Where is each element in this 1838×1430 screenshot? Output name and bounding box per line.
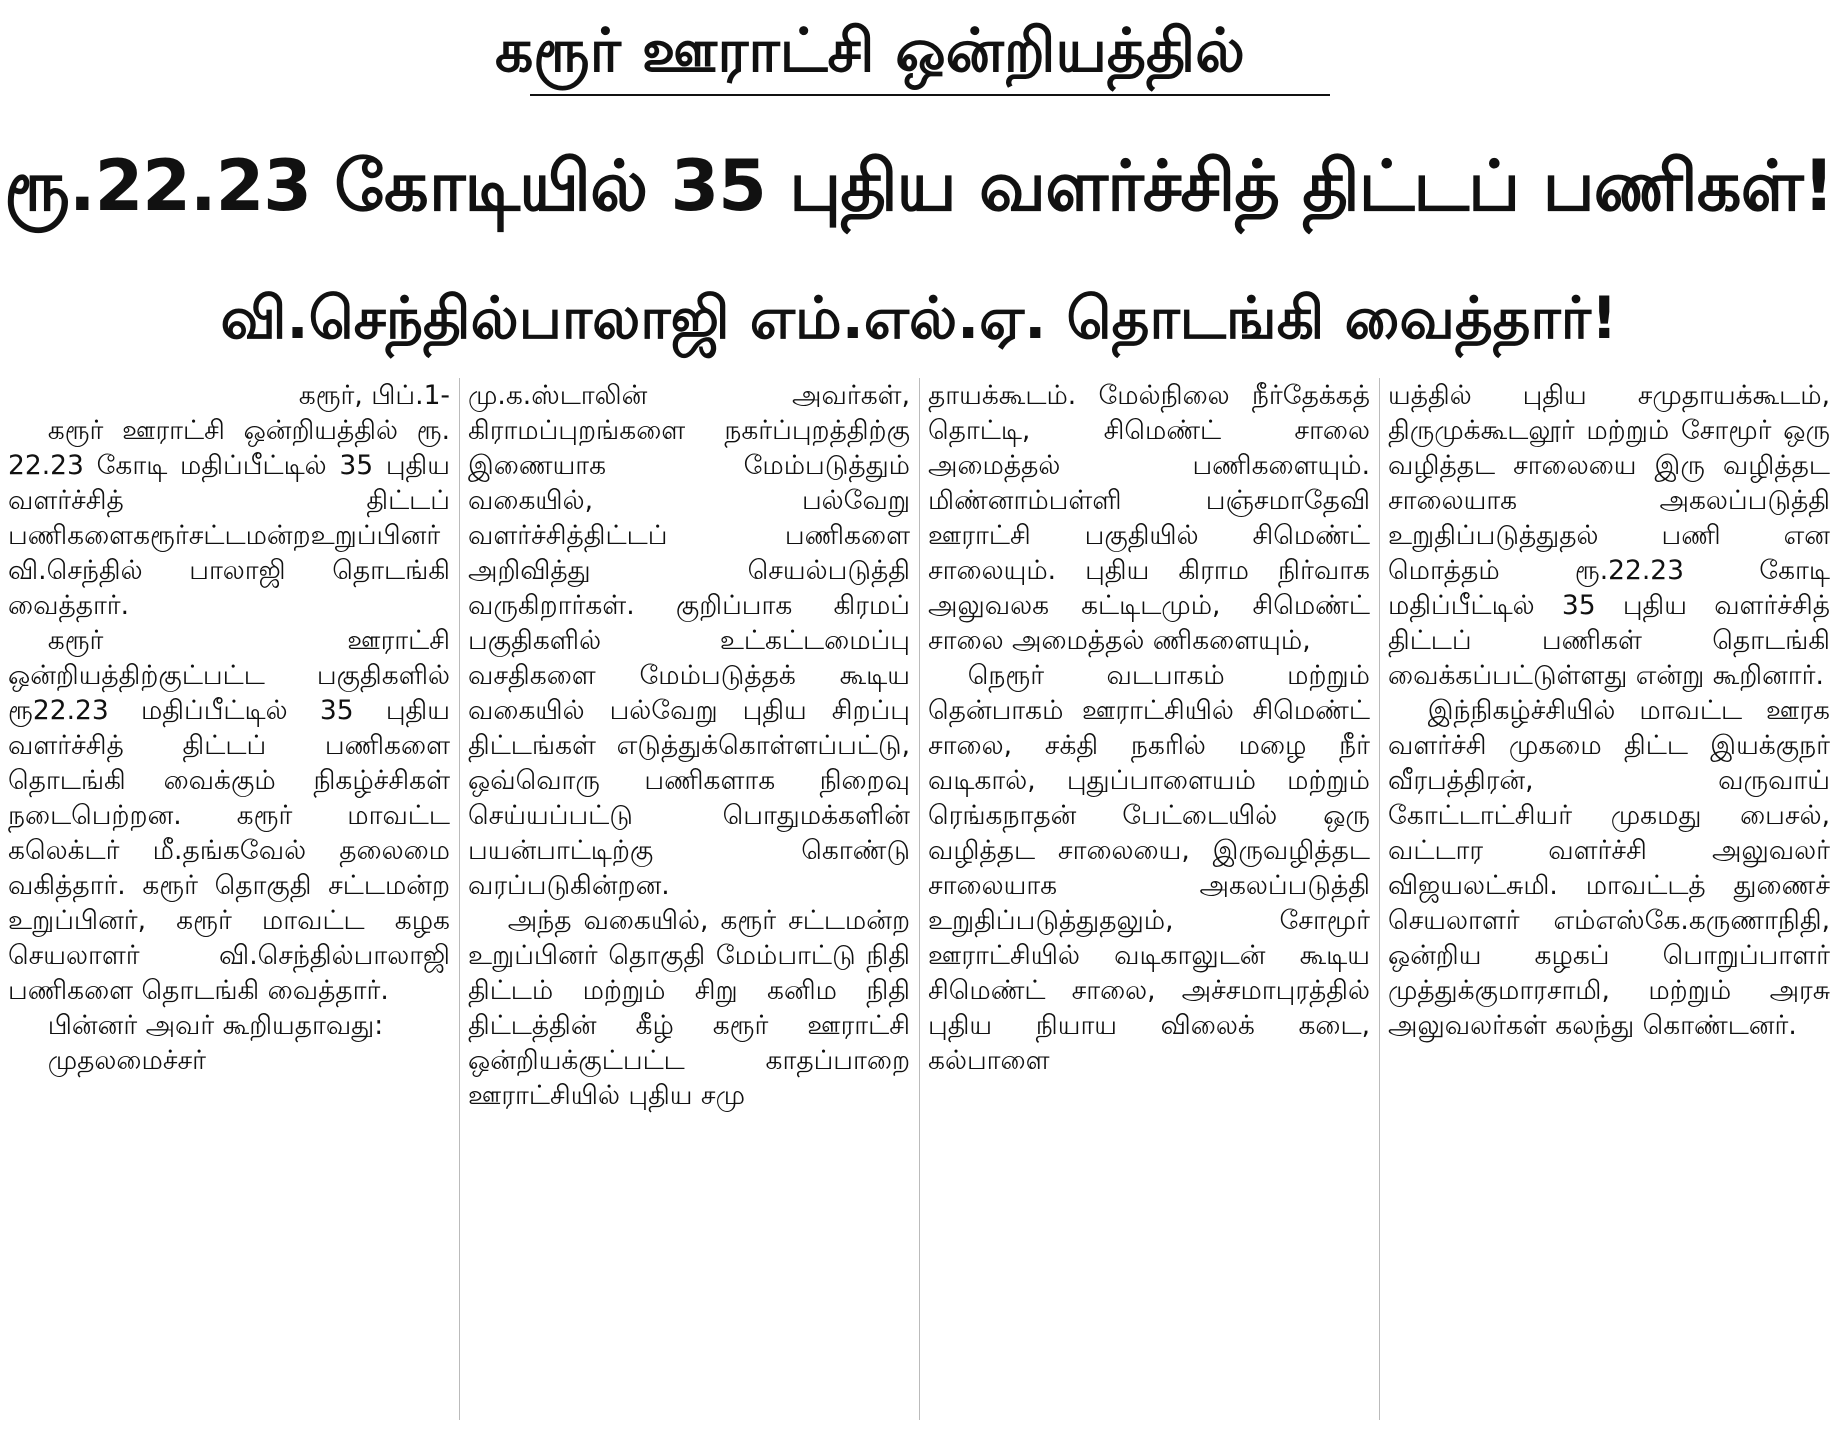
- dateline: கரூர், பிப்.1-: [298, 380, 450, 411]
- article-subheadline: வி.செந்தில்பாலாஜி எம்.எல்.ஏ. தொடங்கி வைத்தார்!: [220, 284, 1618, 352]
- paragraph: யத்தில் புதிய சமுதாயக்கூடம், திருமுக்கூடலூர் மற்றும் சோமூர் ஒரு வழித்தட சாலையை இரு வழித்தட சாலையாக அகலப்படுத்தி உறுதிப்படுத்துதல் பணி என மொத்தம் ரூ.22.23 கோடி மதிப்பீட்டில் 35 புதிய வளர்ச்சித் திட்டப் பணிகள் தொடங்கி வைக்கப்பட்டுள்ளது என்று கூறினார்.: [1388, 380, 1830, 691]
- article-headline: ரூ.22.23 கோடியில் 35 புதிய வளர்ச்சித் திட்டப் பணிகள்!: [4, 145, 1834, 227]
- paragraph: மு.க.ஸ்டாலின் அவர்கள், கிராமப்புறங்களை நகர்ப்புறத்திற்கு இணையாக மேம்படுத்தும் வகையில், பல்வேறு வளர்ச்சித்திட்டப் பணிகளை அறிவித்து செயல்படுத்தி வருகிறார்கள். குறிப்பாக கிரமப் பகுதிகளில் உட்கட்டமைப்பு வசதிகளை மேம்படுத்தக் கூடிய வகையில் பல்வேறு புதிய சிறப்பு திட்டங்கள் எடுத்துக்கொள்ளப்பட்டு, ஒவ்வொரு பணிகளாக நிறைவு செய்யப்பட்டு பொதுமக்களின் பயன்பாட்டிற்கு கொண்டு வரப்படுகின்றன.: [468, 380, 910, 901]
- kicker-underline: [530, 94, 1330, 96]
- paragraph: தாயக்கூடம். மேல்நிலை நீர்தேக்கத் தொட்டி, சிமெண்ட் சாலை அமைத்தல் பணிகளையும். மிண்னாம்பள்ளி பஞ்சமாதேவி ஊராட்சி பகுதியில் சிமெண்ட் சாலையும். புதிய கிராம நிர்வாக அலுவலக கட்டிடமும், சிமெண்ட் சாலை அமைத்தல் ணிகளையும்,: [928, 380, 1370, 656]
- column-divider: [1379, 378, 1380, 1420]
- paragraph: பின்னர் அவர் கூறியதாவது:: [47, 1010, 384, 1041]
- paragraph: அந்த வகையில், கரூர் சட்டமன்ற உறுப்பினர் தொகுதி மேம்பாட்டு நிதி திட்டம் மற்றும் சிறு கனிம நிதி திட்டத்தின் கீழ் கரூர் ஊராட்சி ஒன்றியக்குட்பட்ட காதப்பாறை ஊராட்சியில் புதிய சமு: [468, 905, 910, 1111]
- paragraph: இந்நிகழ்ச்சியில் மாவட்ட ஊரக வளர்ச்சி முகமை திட்ட இயக்குநர் வீரபத்திரன், வருவாய் கோட்டாட்சியர் முகமது பைசல், வட்டார வளர்ச்சி அலுவலர் விஜயலட்சுமி. மாவட்டத் துணைச் செயலாளர் எம்எஸ்கே.கருணாநிதி, ஒன்றிய கழகப் பொறுப்பாளர் முத்துக்குமாரசாமி, மற்றும் அரசு அலுவலர்கள் கலந்து கொண்டனர்.: [1388, 695, 1830, 1041]
- article-column-1: [8, 378, 450, 1420]
- article-kicker: கரூர் ஊராட்சி ஒன்றியத்தில்: [495, 16, 1245, 86]
- article-column-4: [1388, 378, 1830, 1420]
- column-divider: [919, 378, 920, 1420]
- article-column-2: [468, 378, 910, 1420]
- article-column-3: [928, 378, 1370, 1420]
- paragraph: கரூர் ஊராட்சி ஒன்றியத்தில் ரூ. 22.23 கோடி மதிப்பீட்டில் 35 புதிய வளர்ச்சித் திட்டப் பணிகளைகரூர்சட்டமன்றஉறுப்பினர் வி.செந்தில் பாலாஜி தொடங்கி வைத்தார்.: [8, 415, 450, 621]
- column-divider: [459, 378, 460, 1420]
- paragraph: முதலமைச்சர்: [47, 1045, 207, 1076]
- paragraph: நெரூர் வடபாகம் மற்றும் தென்பாகம் ஊராட்சியில் சிமெண்ட் சாலை, சக்தி நகரில் மழை நீர் வடிகால், புதுப்பாளையம் மற்றும் ரெங்கநாதன் பேட்டையில் ஒரு வழித்தட சாலையை, இருவழித்தட சாலையாக அகலப்படுத்தி உறுதிப்படுத்துதலும், சோமூர் ஊராட்சியில் வடிகாலுடன் கூடிய சிமெண்ட் சாலை, அச்சமாபுரத்தில் புதிய நியாய விலைக் கடை, கல்பாளை: [928, 660, 1370, 1076]
- article-body: [8, 378, 1830, 1420]
- paragraph: கரூர் ஊராட்சி ஒன்றியத்திற்குட்பட்ட பகுதிகளில் ரூ22.23 மதிப்பீட்டில் 35 புதிய வளர்ச்சித் திட்டப் பணிகளை தொடங்கி வைக்கும் நிகழ்ச்சிகள் நடைபெற்றன. கரூர் மாவட்ட கலெக்டர் மீ.தங்கவேல் தலைமை வகித்தார். கரூர் தொகுதி சட்டமன்ற உறுப்பினர், கரூர் மாவட்ட கழக செயலாளர் வி.செந்தில்பாலாஜி பணிகளை தொடங்கி வைத்தார்.: [8, 625, 450, 1006]
